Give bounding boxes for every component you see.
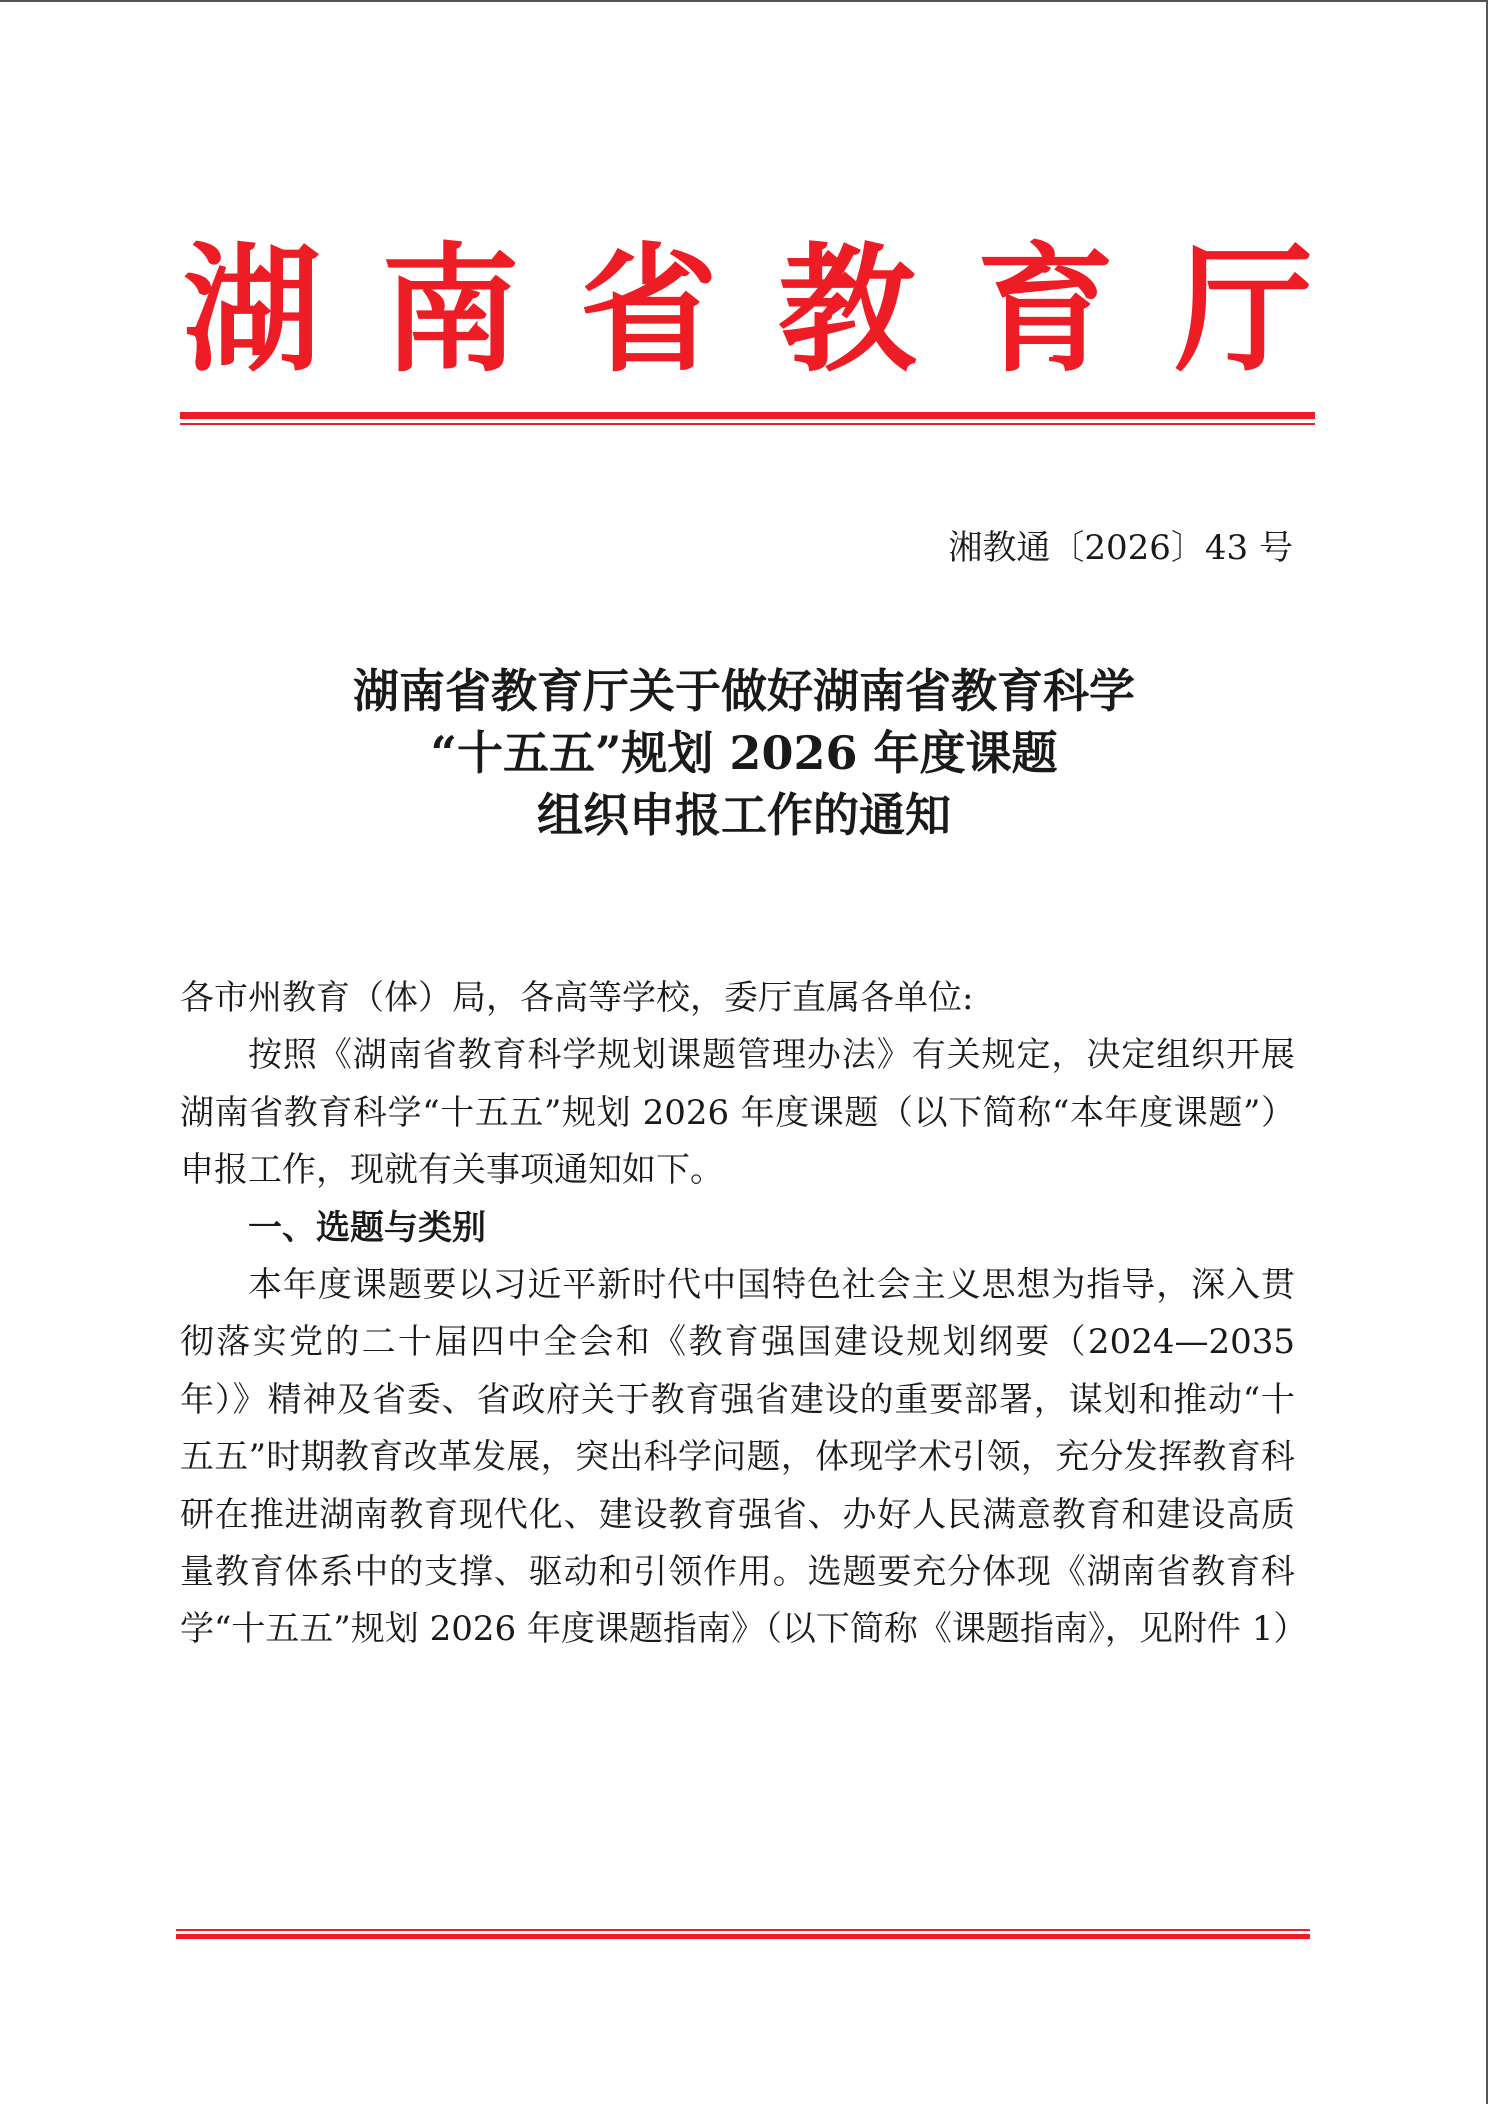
masthead-char: 育	[976, 228, 1115, 391]
masthead-char: 教	[778, 228, 917, 391]
section-heading: 一、选题与类别	[248, 1207, 486, 1248]
masthead-char: 厅	[1174, 228, 1313, 391]
masthead-rule-thick	[180, 412, 1315, 419]
masthead-title	[183, 225, 1313, 395]
masthead-char: 省	[579, 228, 718, 391]
title-line: 湖南省教育厅关于做好湖南省教育科学	[353, 664, 1135, 718]
document-body	[180, 970, 1308, 1659]
document-number: 湘教通〔2026〕43 号	[948, 528, 1293, 568]
title-line: “十五五”规划 2026 年度课题	[430, 726, 1058, 780]
intro-paragraph: 按照《湖南省教育科学规划课题管理办法》有关规定，决定组织开展湖南省教育科学“十五五”规划 2026 年度课题（以下简称“本年度课题”）申报工作，现就有关事项通知如下。	[180, 1035, 1295, 1191]
masthead-char: 南	[381, 228, 520, 391]
section-paragraph: 本年度课题要以习近平新时代中国特色社会主义思想为指导，深入贯彻落实党的二十届四中全会和《教育强国建设规划纲要（2024—2035 年）》精神及省委、省政府关于教育强省建设的重要部署，谋划和推动“十五五”时期教育改革发展，突出科学问题，体现学术引领，充分发挥教育科研在推进湖南教育现代化、建设教育强省、办好人民满意教育和建设高质量教育体系中的支撑、驱动和引领作用。选题要充分体现《湖南省教育科学“十五五”规划 2026 年度课题指南》（以下简称《课题指南》，见附件 1）	[180, 1265, 1308, 1650]
footer-rule-thick	[176, 1934, 1310, 1939]
masthead-rule-thin	[180, 423, 1315, 425]
masthead-char: 湖	[183, 228, 322, 391]
footer-rule-thin	[176, 1929, 1310, 1931]
title-line: 组织申报工作的通知	[537, 788, 951, 842]
salutation: 各市州教育（体）局，各高等学校，委厅直属各单位:	[180, 978, 974, 1018]
document-title	[0, 660, 1488, 846]
